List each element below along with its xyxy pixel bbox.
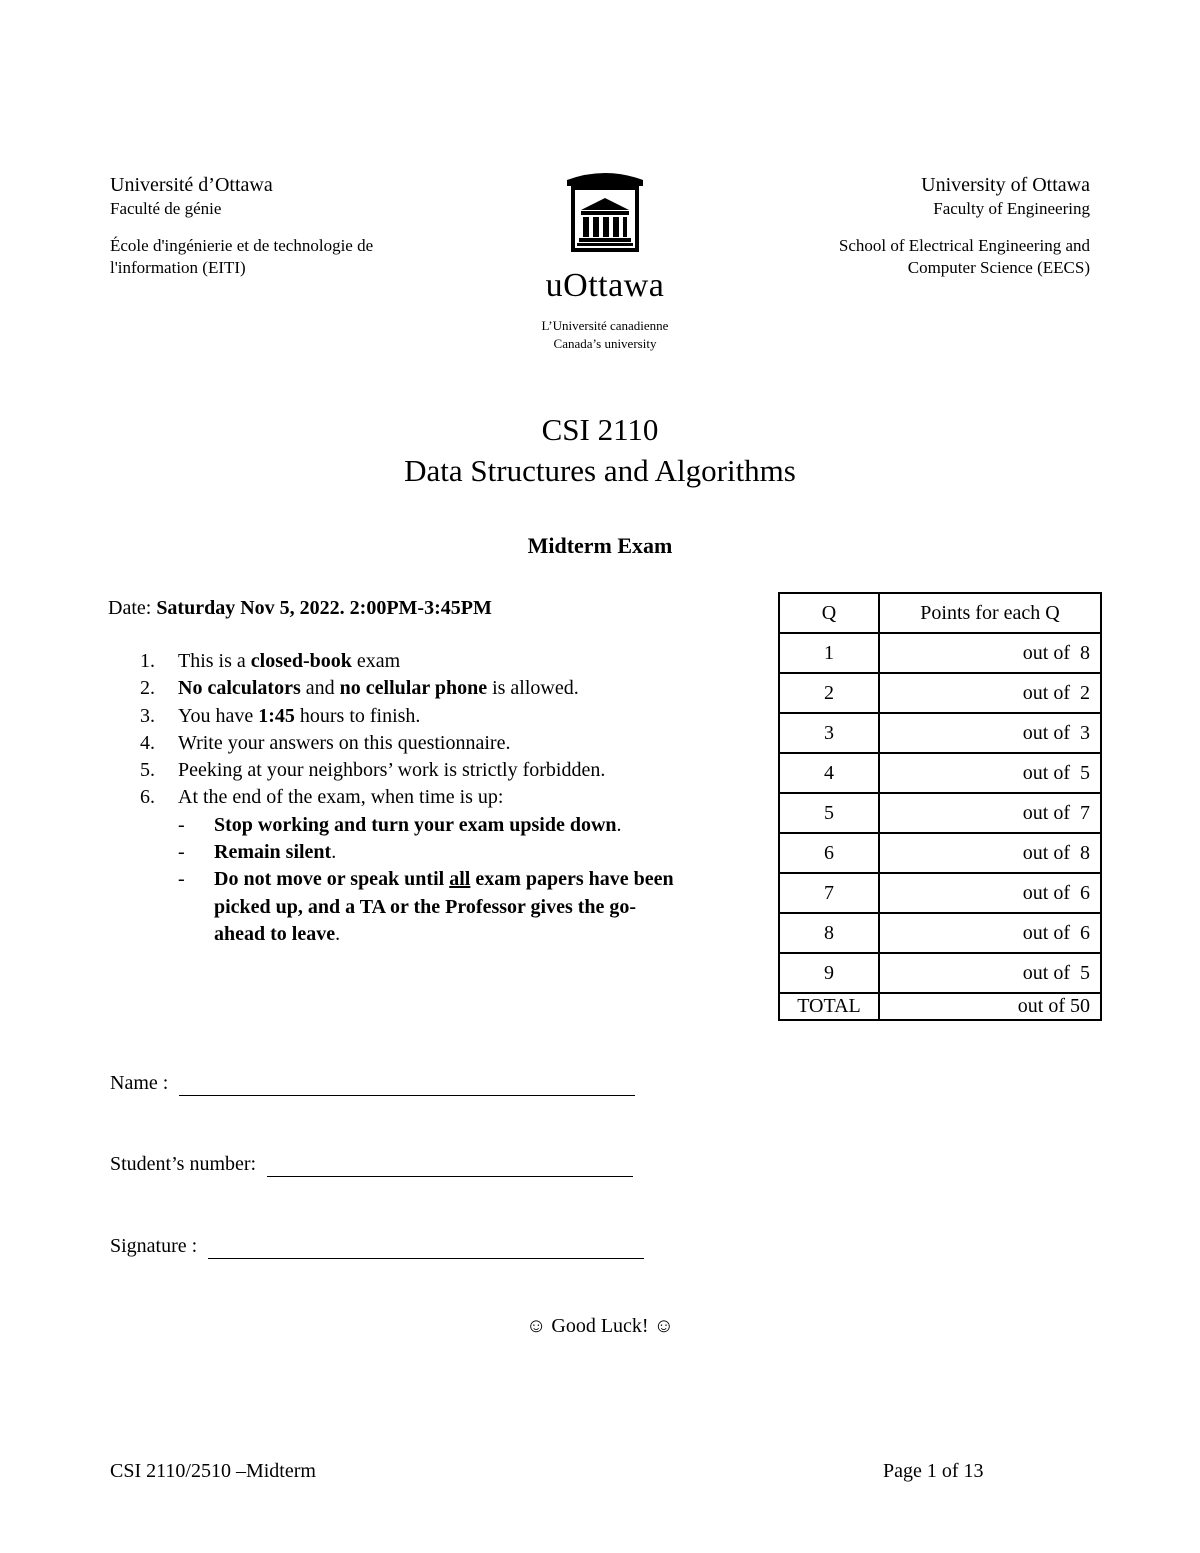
- name-input-line[interactable]: [179, 1075, 635, 1096]
- name-label: Name :: [110, 1072, 174, 1094]
- table-row: 8 out of 6: [779, 913, 1101, 953]
- school-fr-line2: l'information (EITI): [110, 258, 246, 277]
- student-number-label: Student’s number:: [110, 1153, 262, 1175]
- student-number-field: [110, 1151, 633, 1177]
- list-item: 6. At the end of the exam, when time is up:: [140, 786, 504, 809]
- table-row: 5 out of 7: [779, 793, 1101, 833]
- table-row: 4 out of 5: [779, 753, 1101, 793]
- rules-list: [140, 648, 770, 948]
- signature-field: [110, 1233, 644, 1259]
- faculty-fr: Faculté de génie: [110, 199, 222, 218]
- student-number-input-line[interactable]: [267, 1156, 633, 1177]
- course-code: CSI 2110: [541, 412, 659, 447]
- list-item: 1. This is a closed-book exam: [140, 650, 401, 672]
- brand-tagline-fr: L’Université canadienne: [541, 318, 669, 333]
- brand-name: uOttawa: [545, 267, 665, 304]
- uottawa-building-icon: [525, 170, 685, 260]
- list-item: 4. Write your answers on this questionnaire.: [140, 731, 511, 754]
- table-total-row: TOTAL out of 50: [779, 993, 1101, 1020]
- course-name: Data Structures and Algorithms: [404, 453, 796, 488]
- school-en-line1: School of Electrical Engineering and: [838, 236, 1090, 255]
- uottawa-logo: [525, 170, 685, 360]
- signature-label: Signature :: [110, 1235, 203, 1257]
- school-en-line2: Computer Science (EECS): [907, 258, 1090, 277]
- header-right: [750, 172, 1090, 279]
- good-luck-message: ☺ Good Luck! ☺: [525, 1315, 675, 1337]
- header-points: Points for each Q: [879, 593, 1101, 633]
- list-item: 5. Peeking at your neighbors’ work is strictly forbidden.: [140, 759, 606, 782]
- signature-input-line[interactable]: [208, 1238, 644, 1259]
- date-label: Date:: [108, 597, 157, 619]
- table-header-row: [779, 593, 1101, 633]
- university-fr: Université d’Ottawa: [110, 174, 273, 196]
- header-left: [110, 172, 450, 279]
- school-fr-line1: École d'ingénierie et de technologie de: [110, 236, 374, 255]
- sub-list-item: - Stop working and turn your exam upside down.: [178, 813, 622, 836]
- brand-tagline-en: Canada’s university: [553, 336, 657, 351]
- sub-list-item: - Do not move or speak until all exam papers have been picked up, and a TA or the Professor gives the go- ahead to leave.: [178, 868, 674, 945]
- exam-title: Midterm Exam: [527, 533, 673, 558]
- table-row: 6 out of 8: [779, 833, 1101, 873]
- table-row: 2 out of 2: [779, 673, 1101, 713]
- date-value: Saturday Nov 5, 2022. 2:00PM-3:45PM: [156, 597, 492, 619]
- faculty-en: Faculty of Engineering: [933, 199, 1090, 218]
- list-item: 2. No calculators and no cellular phone is allowed.: [140, 677, 579, 700]
- university-en: University of Ottawa: [921, 174, 1090, 196]
- list-item: 3. You have 1:45 hours to finish.: [140, 704, 421, 727]
- sub-list-item: - Remain silent.: [178, 841, 337, 864]
- table-row: 3 out of 3: [779, 713, 1101, 753]
- table-row: 9 out of 5: [779, 953, 1101, 993]
- exam-date: [108, 595, 492, 621]
- table-row: 1 out of 8: [779, 633, 1101, 673]
- table-row: 7 out of 6: [779, 873, 1101, 913]
- footer-page-number: Page 1 of 13: [883, 1460, 984, 1482]
- name-field: [110, 1070, 635, 1096]
- header-q: Q: [779, 593, 879, 633]
- score-table: [778, 592, 1102, 1021]
- footer-course: CSI 2110/2510 –Midterm: [110, 1460, 316, 1482]
